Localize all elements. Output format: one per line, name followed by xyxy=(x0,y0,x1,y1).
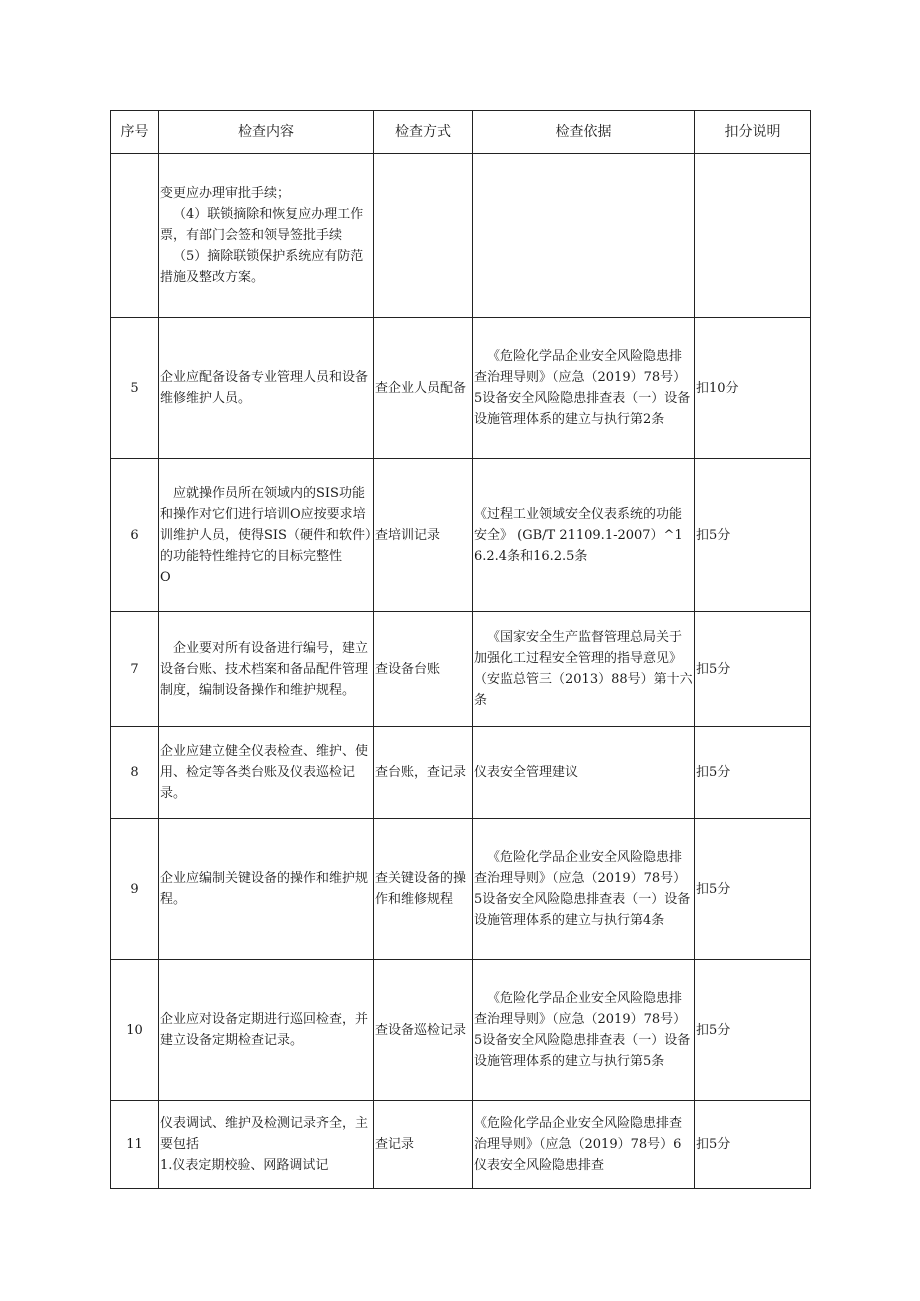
table-row xyxy=(111,612,811,727)
row-content: 企业应编制关键设备的操作和维护规程。 xyxy=(159,819,374,960)
row-no xyxy=(111,154,159,318)
table-row xyxy=(111,1101,811,1189)
table-header-row xyxy=(111,111,811,154)
row-no: 10 xyxy=(111,960,159,1101)
row-basis xyxy=(473,154,695,318)
row-no: 5 xyxy=(111,318,159,459)
inspection-table xyxy=(110,110,811,1189)
row-deduction: 扣5分 xyxy=(695,612,811,727)
row-no: 11 xyxy=(111,1101,159,1189)
table-row xyxy=(111,727,811,819)
table-row xyxy=(111,318,811,459)
row-content: 企业要对所有设备进行编号，建立设备台账、技术档案和备品配件管理制度，编制设备操作和维护规程。 xyxy=(159,612,374,727)
table-row xyxy=(111,459,811,612)
table-row xyxy=(111,819,811,960)
row-method: 查台账，查记录 xyxy=(374,727,473,819)
row-deduction: 扣5分 xyxy=(695,459,811,612)
row-no: 9 xyxy=(111,819,159,960)
row-basis: 《危险化学品企业安全风险隐患排查治理导则》（应急（2019）78号）5设备安全风险隐患排查表（一）设备设施管理体系的建立与执行第2条 xyxy=(473,318,695,459)
header-no: 序号 xyxy=(111,111,159,154)
row-no: 6 xyxy=(111,459,159,612)
row-content: 应就操作员所在领域内的SIS功能和操作对它们进行培训O应按要求培训维护人员，使得SIS（硬件和软件）的功能特性维持它的目标完整性 O xyxy=(159,459,374,612)
row-content: 企业应建立健全仪表检查、维护、使用、检定等各类台账及仪表巡检记录。 xyxy=(159,727,374,819)
row-method: 查企业人员配备 xyxy=(374,318,473,459)
row-method: 查设备巡检记录 xyxy=(374,960,473,1101)
row-deduction xyxy=(695,154,811,318)
row-content: 企业应配备设备专业管理人员和设备维修维护人员。 xyxy=(159,318,374,459)
row-basis: 《危险化学品企业安全风险隐患排查治理导则》（应急（2019）78号）5设备安全风险隐患排查表（一）设备设施管理体系的建立与执行第5条 xyxy=(473,960,695,1101)
row-no: 7 xyxy=(111,612,159,727)
row-method: 查设备台账 xyxy=(374,612,473,727)
row-basis: 《国家安全生产监督管理总局关于加强化工过程安全管理的指导意见》（安监总管三（2013）88号）第十六条 xyxy=(473,612,695,727)
row-no: 8 xyxy=(111,727,159,819)
row-deduction: 扣10分 xyxy=(695,318,811,459)
row-deduction: 扣5分 xyxy=(695,960,811,1101)
header-basis: 检查依据 xyxy=(473,111,695,154)
row-basis: 《过程工业领域安全仪表系统的功能安全》 (GB/T 21109.1-2007）^16.2.4条和16.2.5条 xyxy=(473,459,695,612)
row-content: 企业应对设备定期进行巡回检查，并建立设备定期检查记录。 xyxy=(159,960,374,1101)
row-method: 查记录 xyxy=(374,1101,473,1189)
row-deduction: 扣5分 xyxy=(695,1101,811,1189)
row-basis: 《危险化学品企业安全风险隐患排查治理导则》（应急（2019）78号）5设备安全风险隐患排查表（一）设备设施管理体系的建立与执行第4条 xyxy=(473,819,695,960)
table-row xyxy=(111,960,811,1101)
header-method: 检查方式 xyxy=(374,111,473,154)
row-basis: 《危险化学品企业安全风险隐患排查治理导则》（应急（2019）78号）6仪表安全风险隐患排查 xyxy=(473,1101,695,1189)
row-content: 变更应办理审批手续； （4）联锁摘除和恢复应办理工作票，有部门会签和领导签批手续 （5）摘除联锁保护系统应有防范措施及整改方案。 xyxy=(159,154,374,318)
row-content: 仪表调试、维护及检测记录齐全，主要包括 1.仪表定期校验、网路调试记 xyxy=(159,1101,374,1189)
row-basis: 仪表安全管理建议 xyxy=(473,727,695,819)
header-content: 检查内容 xyxy=(159,111,374,154)
row-deduction: 扣5分 xyxy=(695,819,811,960)
row-method: 查关键设备的操作和维修规程 xyxy=(374,819,473,960)
header-deduction: 扣分说明 xyxy=(695,111,811,154)
row-method xyxy=(374,154,473,318)
table-row xyxy=(111,154,811,318)
row-deduction: 扣5分 xyxy=(695,727,811,819)
row-method: 查培训记录 xyxy=(374,459,473,612)
